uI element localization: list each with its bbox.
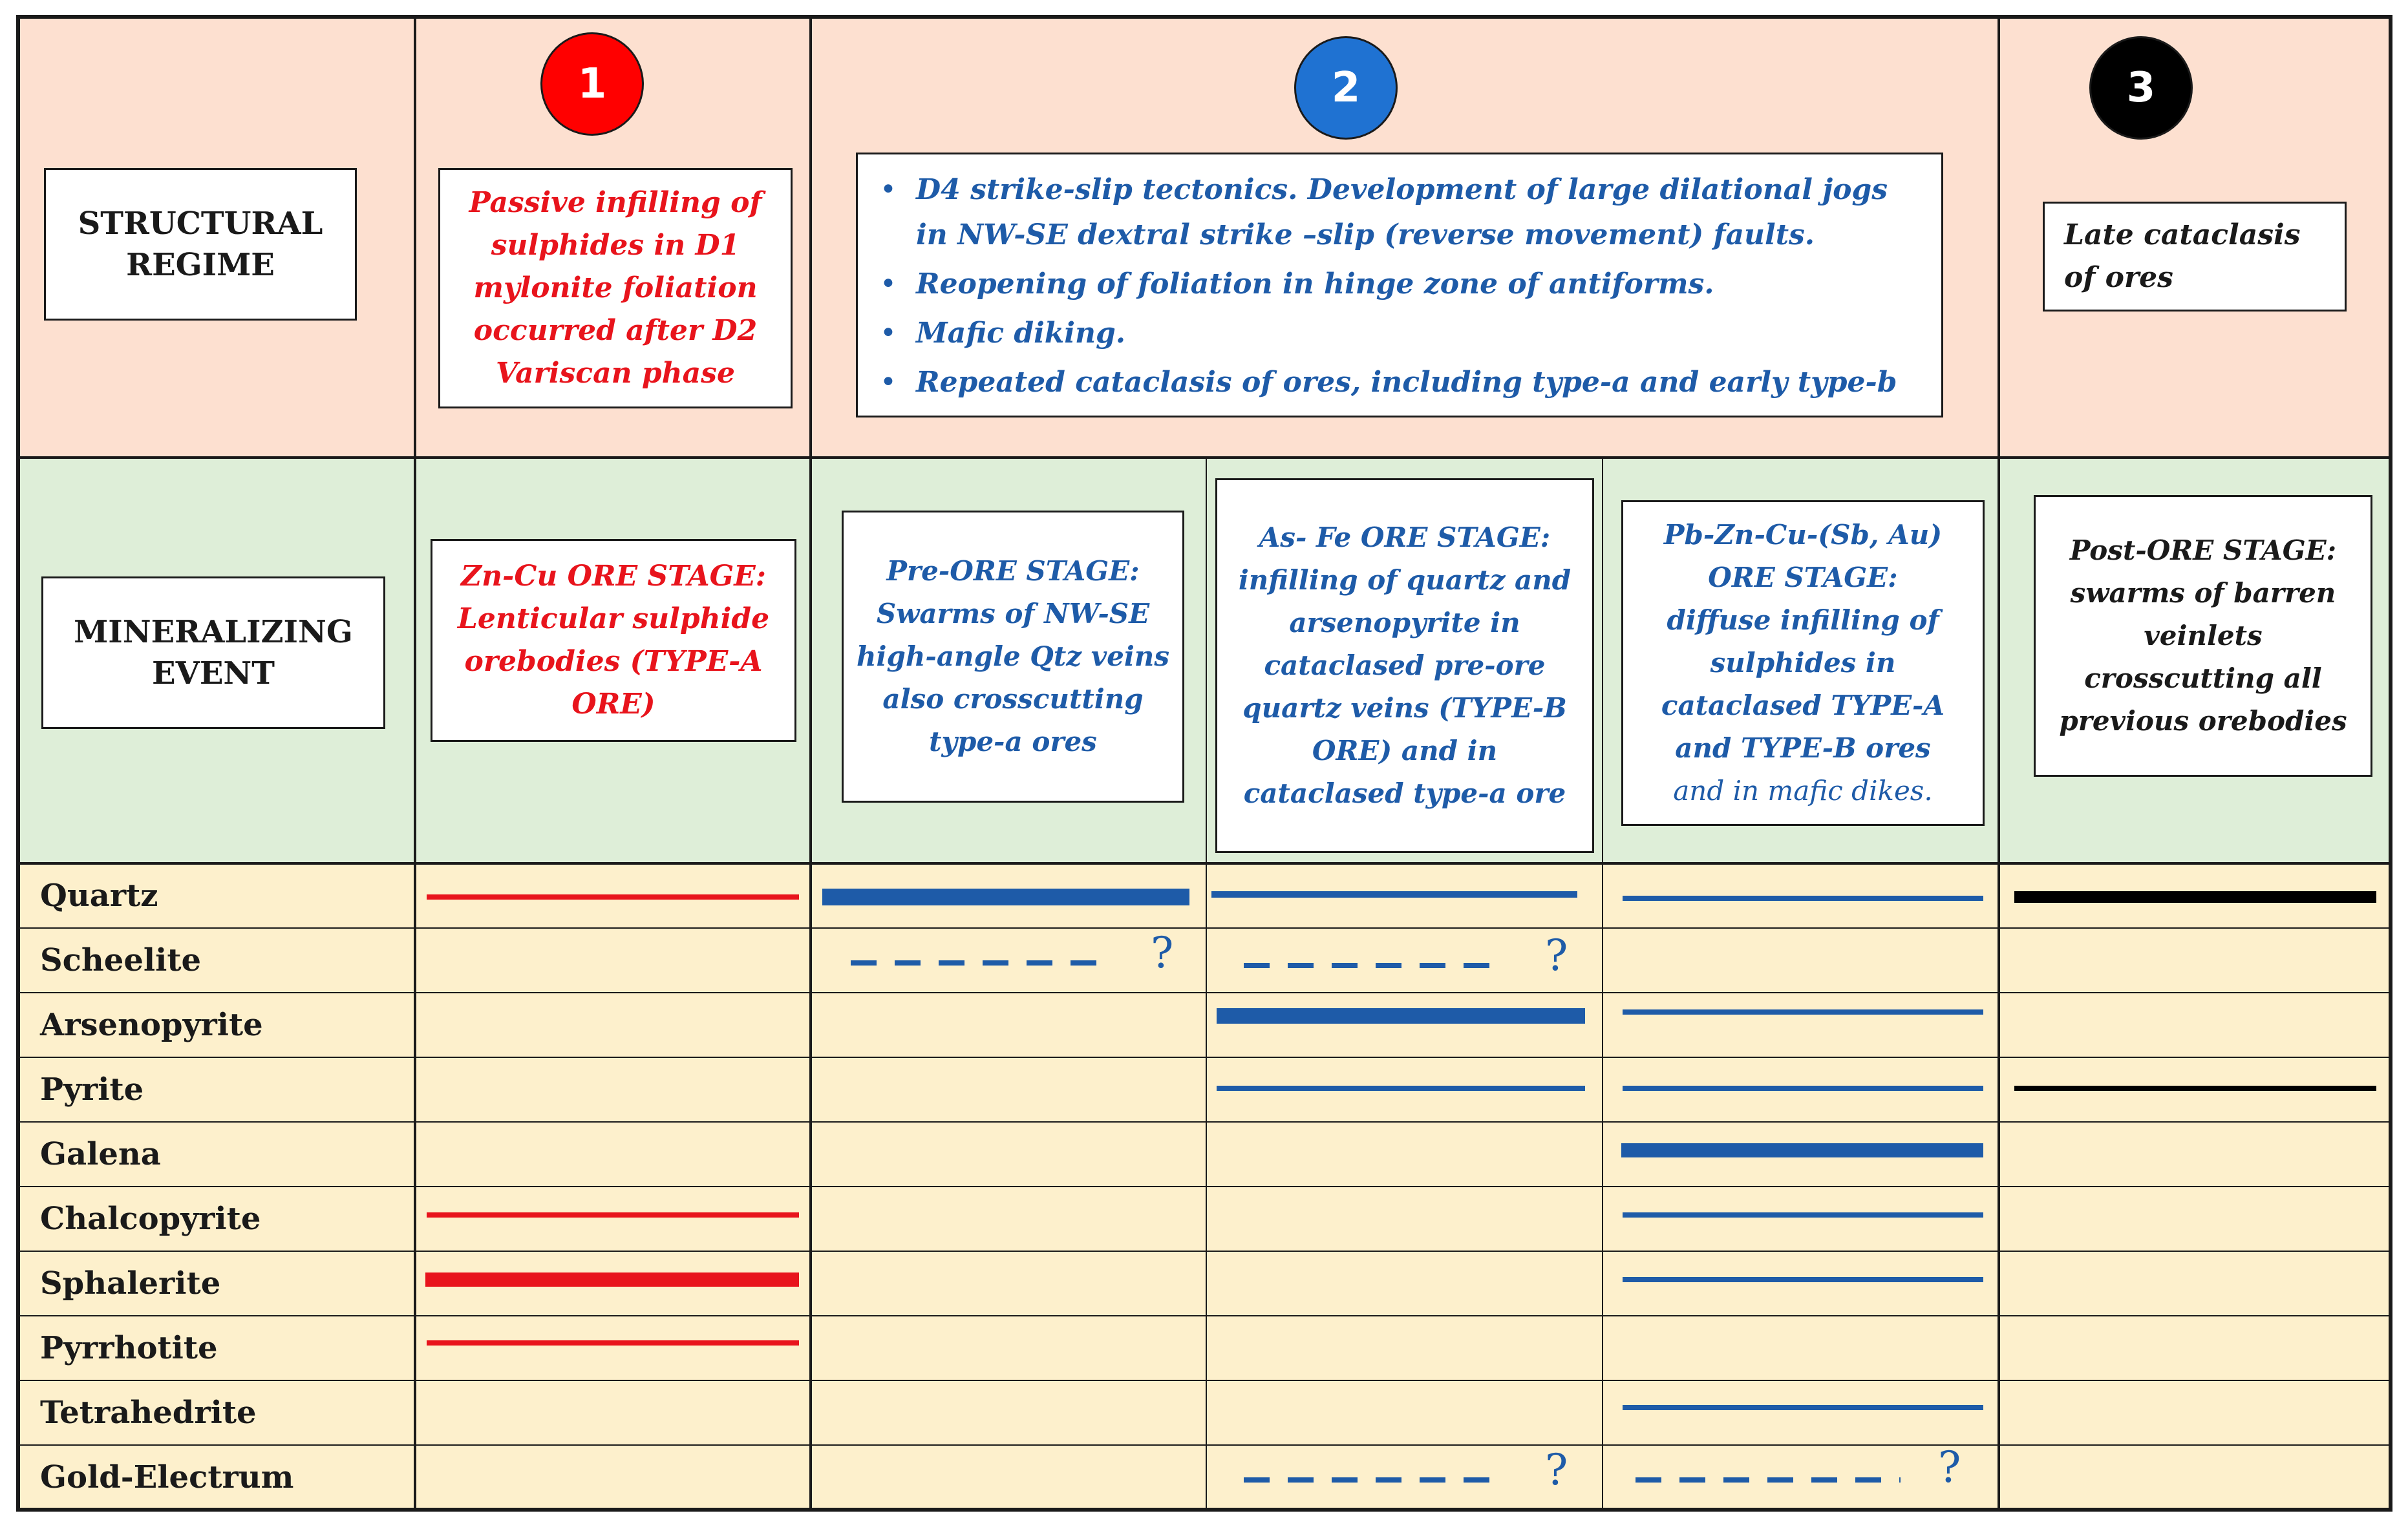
pre-ore-stage-body: Swarms of NW-SE high-angle Qtz veins also crosscutting type-a ores (857, 598, 1169, 757)
phase-2-badge: 2 (1294, 36, 1398, 140)
as-fe-stage-title: As- Fe ORE STAGE: (1259, 522, 1551, 553)
structural-regime-text: STRUCTURAL REGIME (78, 206, 323, 283)
mineral-label-pyrrhotite: Pyrrhotite (40, 1330, 218, 1366)
phase-3-structural-text: Late cataclasis of ores (2064, 218, 2301, 294)
phase-2-bullet: • Repeated cataclasis of ores, including type-a and early type-b (916, 360, 1922, 405)
uncertainty-mark-gold-electrum-pb-zn-cu: ? (1938, 1442, 1961, 1492)
mineral-label-gold-electrum: Gold-Electrum (40, 1459, 294, 1495)
mineral-label-tetrahedrite: Tetrahedrite (40, 1395, 257, 1431)
uncertainty-mark-gold-electrum-as-fe: ? (1545, 1445, 1568, 1495)
as-fe-stage-body: infilling of quartz and arsenopyrite in cataclased pre-ore quartz veins (TYPE-B ORE) and in cataclased type-a ore (1238, 564, 1572, 809)
pb-zn-cu-stage-body: diffuse infilling of sulphides in cataclased TYPE-A and TYPE-B ores (1661, 604, 1945, 764)
mineral-label-pyrite: Pyrite (40, 1072, 144, 1108)
zn-cu-stage-title: Zn-Cu ORE STAGE: (460, 560, 767, 593)
pb-zn-cu-stage-tail: and in mafic dikes. (1673, 775, 1933, 807)
pb-zn-cu-stage-title: Pb-Zn-Cu-(Sb, Au) ORE STAGE: (1663, 519, 1943, 593)
zn-cu-stage-body: Lenticular sulphide orebodies (TYPE-A ORE) (457, 602, 770, 721)
uncertainty-mark-scheelite-as-fe: ? (1545, 931, 1568, 980)
mineral-label-chalcopyrite: Chalcopyrite (40, 1201, 261, 1237)
post-ore-stage-text: Post-ORE STAGE: swarms of barren veinlets crosscutting all previous orebodies (2059, 534, 2347, 737)
mineral-label-quartz: Quartz (40, 878, 158, 914)
mineral-label-sphalerite: Sphalerite (40, 1265, 221, 1302)
mineral-label-galena: Galena (40, 1136, 161, 1172)
mineralizing-event-text: MINERALIZING EVENT (74, 614, 353, 692)
phase-2-bullet: • D4 strike-slip tectonics. Development of large dilational jogs in NW-SE dextral strike –slip (reverse movement) faults. (916, 167, 1922, 258)
phase-2-bullet: • Mafic diking. (916, 311, 1922, 356)
uncertainty-mark-scheelite-pre-ore: ? (1151, 928, 1174, 978)
mineral-label-arsenopyrite: Arsenopyrite (40, 1007, 263, 1043)
phase-2-bullet: • Reopening of foliation in hinge zone of antiforms. (916, 262, 1922, 307)
pre-ore-stage-title: Pre-ORE STAGE: (886, 555, 1140, 587)
phase-1-structural-text: Passive infilling of sulphides in D1 mylonite foliation occurred after D2 Variscan phase (469, 186, 762, 390)
mineral-label-scheelite: Scheelite (40, 942, 202, 978)
phase-1-badge: 1 (540, 32, 644, 136)
phase-3-badge: 3 (2089, 36, 2193, 140)
